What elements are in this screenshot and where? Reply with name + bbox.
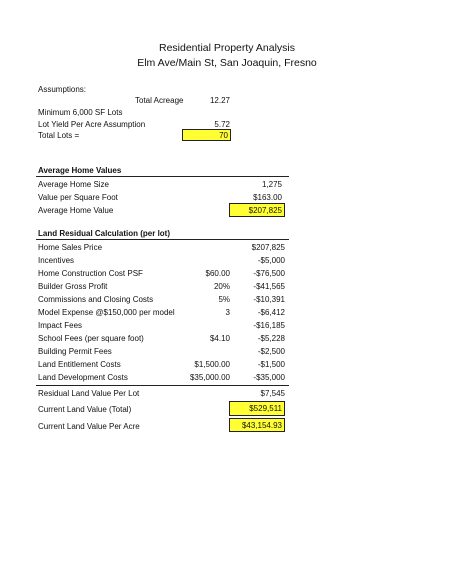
land-residual-heading: Land Residual Calculation (per lot) bbox=[38, 229, 171, 238]
land-residual-rule-top bbox=[36, 239, 289, 240]
lr-row-label: Home Construction Cost PSF bbox=[38, 269, 143, 278]
avg-home-rule bbox=[36, 176, 289, 177]
lr-row-value: -$10,391 bbox=[253, 295, 285, 304]
total-acreage-label: Total Acreage bbox=[135, 96, 184, 105]
lr-row-value: -$6,412 bbox=[257, 308, 285, 317]
lr-row-label: Model Expense @$150,000 per model bbox=[38, 308, 175, 317]
lr-row-factor: $1,500.00 bbox=[194, 360, 230, 369]
lr-row-label: Incentives bbox=[38, 256, 75, 265]
lr-row-label: Home Sales Price bbox=[38, 243, 103, 252]
lr-row-label: Land Development Costs bbox=[38, 373, 128, 382]
lr-row-factor: 5% bbox=[218, 295, 230, 304]
current-land-value-total-value: $529,511 bbox=[229, 401, 285, 416]
lr-row-factor: $35,000.00 bbox=[189, 373, 230, 382]
lr-row-label: Builder Gross Profit bbox=[38, 282, 108, 291]
residual-land-value-label: Residual Land Value Per Lot bbox=[38, 389, 140, 398]
lr-row-label: Land Entitlement Costs bbox=[38, 360, 121, 369]
lot-yield-label: Lot Yield Per Acre Assumption bbox=[38, 120, 146, 129]
lr-row-value: -$35,000 bbox=[253, 373, 285, 382]
lr-row-value: -$16,185 bbox=[253, 321, 285, 330]
avg-home-size-label: Average Home Size bbox=[38, 180, 109, 189]
lot-yield-value: 5.72 bbox=[214, 120, 230, 129]
lr-row-value: $207,825 bbox=[251, 243, 285, 252]
current-land-value-acre-label: Current Land Value Per Acre bbox=[38, 422, 140, 431]
min-lots-label: Minimum 6,000 SF Lots bbox=[38, 108, 123, 117]
avg-home-heading: Average Home Values bbox=[38, 166, 122, 175]
lr-row-label: Impact Fees bbox=[38, 321, 83, 330]
lr-row-value: -$5,228 bbox=[257, 334, 285, 343]
total-lots-label: Total Lots = bbox=[38, 131, 80, 140]
lr-row-label: School Fees (per square foot) bbox=[38, 334, 144, 343]
total-acreage-value: 12.27 bbox=[209, 96, 230, 105]
assumptions-heading: Assumptions: bbox=[38, 85, 87, 94]
report-title: Residential Property Analysis bbox=[159, 42, 295, 54]
lr-row-value: -$41,565 bbox=[253, 282, 285, 291]
land-residual-rule-bottom bbox=[36, 385, 289, 386]
lr-row-value: -$5,000 bbox=[257, 256, 285, 265]
lr-row-factor: $60.00 bbox=[205, 269, 230, 278]
report-subtitle: Elm Ave/Main St, San Joaquin, Fresno bbox=[137, 57, 317, 69]
lr-row-label: Building Permit Fees bbox=[38, 347, 112, 356]
lr-row-factor: $4.10 bbox=[209, 334, 230, 343]
lr-row-value: -$1,500 bbox=[257, 360, 285, 369]
current-land-value-total-label: Current Land Value (Total) bbox=[38, 405, 132, 414]
value-psf-label: Value per Square Foot bbox=[38, 193, 118, 202]
residual-land-value-value: $7,545 bbox=[260, 389, 285, 398]
lr-row-factor: 3 bbox=[225, 308, 230, 317]
value-psf-value: $163.00 bbox=[253, 193, 282, 202]
lr-row-label: Commissions and Closing Costs bbox=[38, 295, 154, 304]
lr-row-value: -$2,500 bbox=[257, 347, 285, 356]
lr-row-value: -$76,500 bbox=[253, 269, 285, 278]
lr-row-factor: 20% bbox=[213, 282, 230, 291]
avg-home-value-label: Average Home Value bbox=[38, 206, 114, 215]
avg-home-size-value: 1,275 bbox=[261, 180, 282, 189]
total-lots-value: 70 bbox=[182, 129, 231, 141]
avg-home-value-value: $207,825 bbox=[229, 203, 285, 217]
current-land-value-acre-value: $43,154.93 bbox=[229, 418, 285, 432]
